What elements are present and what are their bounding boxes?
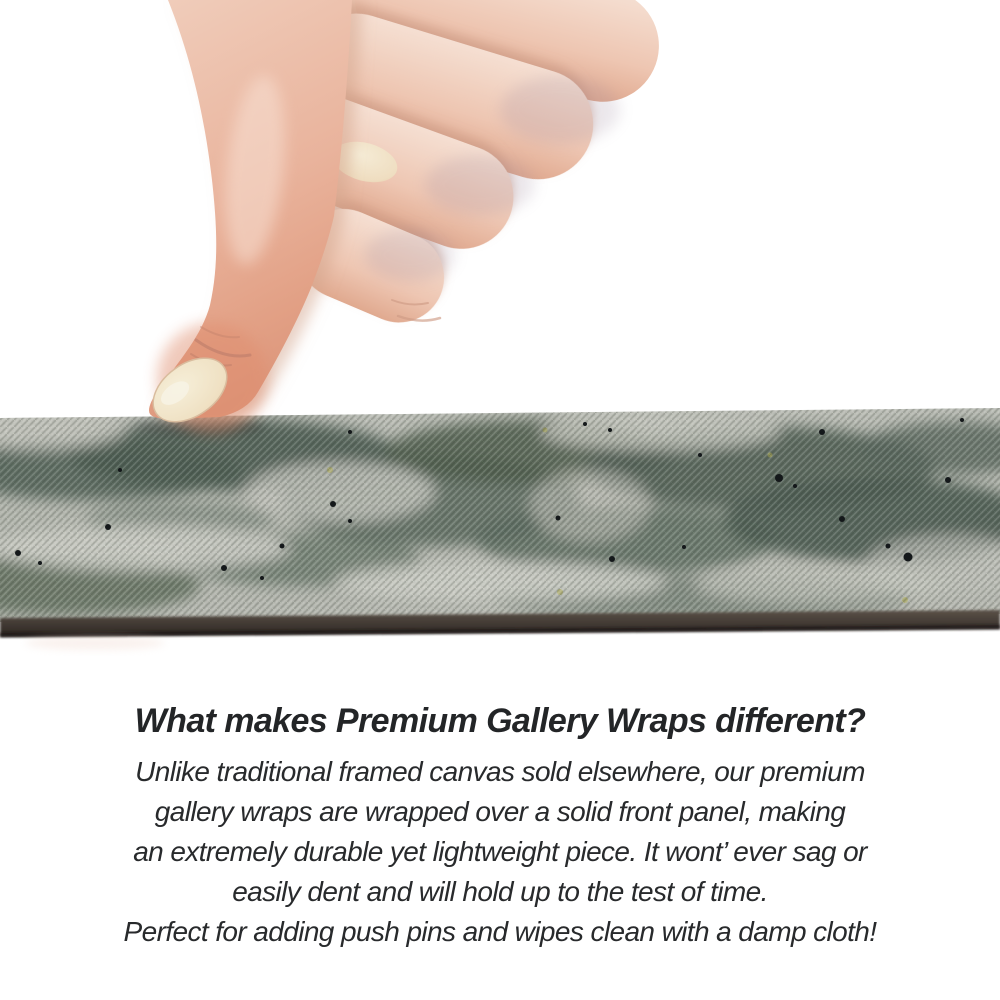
body-line: gallery wraps are wrapped over a solid front panel, making	[154, 796, 846, 827]
thumb	[142, 0, 352, 435]
canvas-grain	[0, 400, 1000, 630]
body-line: an extremely durable yet lightweight piece. It wont’ ever sag or	[133, 836, 867, 867]
body-text	[0, 752, 1000, 952]
body-line: Unlike traditional framed canvas sold elsewhere, our premium	[135, 756, 865, 787]
body-line: Perfect for adding push pins and wipes clean with a damp cloth!	[123, 916, 877, 947]
body-line: easily dent and will hold up to the test of time.	[232, 876, 768, 907]
reflection-smudge	[25, 636, 165, 650]
headline: What makes Premium Gallery Wraps different?	[134, 702, 866, 740]
marketing-copy	[0, 698, 1000, 952]
canvas-strip	[0, 400, 1000, 650]
hand	[142, 0, 671, 435]
